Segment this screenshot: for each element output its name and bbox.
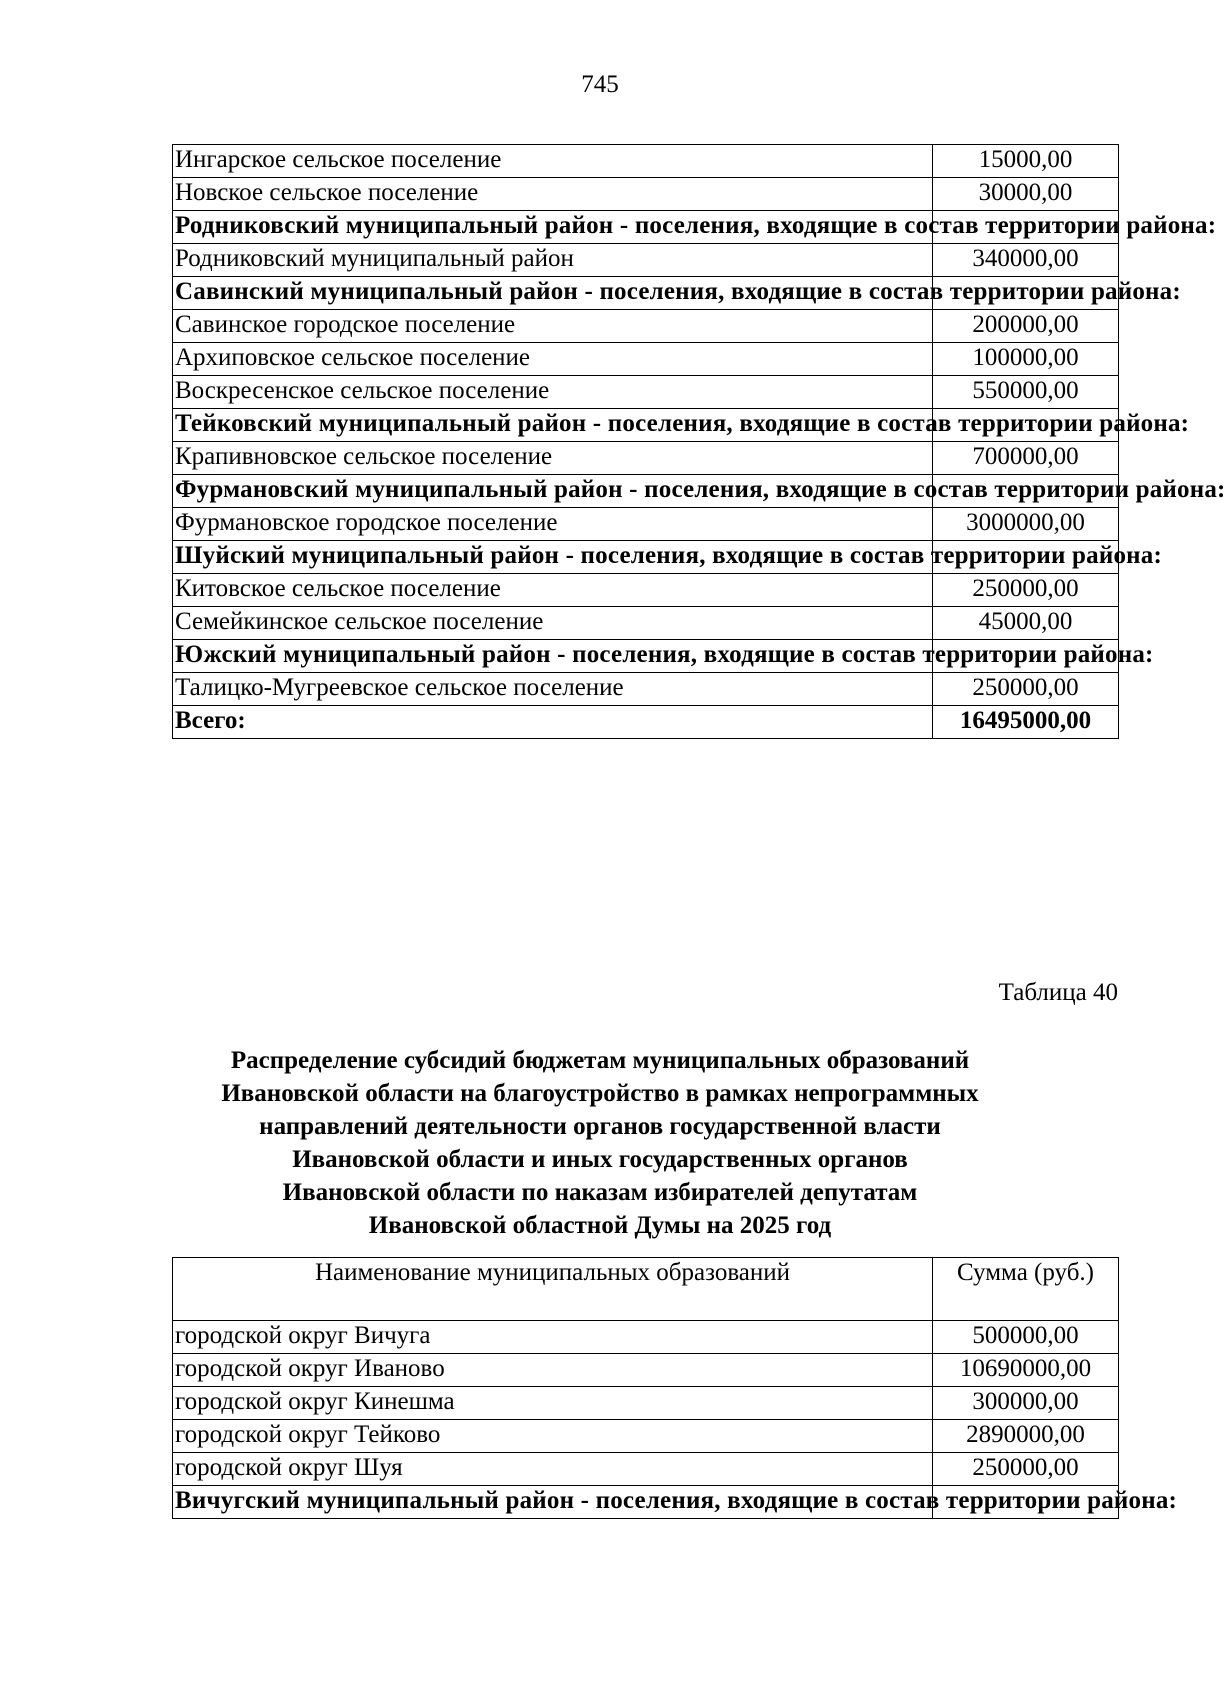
row-name: Савинское городское поселение [173, 310, 933, 343]
title-line: Ивановской области на благоустройство в рамках непрограммных [221, 1080, 979, 1107]
row-amount: 16495000,00 [933, 706, 1119, 739]
subsidy-distribution-table [172, 1257, 1178, 1519]
row-name: Родниковский муниципальный район [173, 244, 933, 277]
table-group-row [173, 277, 1119, 310]
table-row [173, 508, 1119, 541]
header-amount: Сумма (руб.) [933, 1258, 1119, 1321]
table-header-row [173, 1258, 1119, 1321]
title-line: Ивановской области и иных государственных органов [292, 1146, 908, 1173]
row-amount: 340000,00 [933, 244, 1119, 277]
row-name: Южский муниципальный район - поселения, входящие в состав территории района: [173, 640, 933, 673]
table-row [173, 607, 1119, 640]
row-name: городской округ Тейково [173, 1420, 933, 1453]
row-amount: 30000,00 [933, 178, 1119, 211]
row-name: Воскресенское сельское поселение [173, 376, 933, 409]
table-row [173, 343, 1119, 376]
row-name: Крапивновское сельское поселение [173, 442, 933, 475]
row-name: Фурмановский муниципальный район - поселения, входящие в состав территории района: [173, 475, 933, 508]
row-name: Ингарское сельское поселение [173, 145, 933, 178]
row-amount: 3000000,00 [933, 508, 1119, 541]
table-group-row [173, 1486, 1119, 1519]
row-name: городской округ Кинешма [173, 1387, 933, 1420]
table-group-row [173, 475, 1119, 508]
table-group-row [173, 541, 1119, 574]
row-name: Семейкинское сельское поселение [173, 607, 933, 640]
page-number: 745 [581, 71, 619, 98]
row-name: Вичугский муниципальный район - поселения, входящие в состав территории района: [173, 1486, 933, 1519]
row-name: городской округ Иваново [173, 1354, 933, 1387]
table-group-row [173, 640, 1119, 673]
table-row [173, 310, 1119, 343]
row-name: Новское сельское поселение [173, 178, 933, 211]
row-name: Китовское сельское поселение [173, 574, 933, 607]
table-row [173, 178, 1119, 211]
row-amount: 2890000,00 [933, 1420, 1119, 1453]
row-name: Тейковский муниципальный район - поселения, входящие в состав территории района: [173, 409, 933, 442]
row-name: Всего: [173, 706, 933, 739]
row-amount: 200000,00 [933, 310, 1119, 343]
table-row [173, 1453, 1119, 1486]
table-row [173, 1420, 1119, 1453]
table-group-row [173, 706, 1119, 739]
subsidy-table-continued-body [173, 145, 1226, 739]
row-amount: 700000,00 [933, 442, 1119, 475]
table-group-row [173, 211, 1119, 244]
row-amount: 15000,00 [933, 145, 1119, 178]
table-row [173, 442, 1119, 475]
row-amount: 45000,00 [933, 607, 1119, 640]
title-line: Ивановской области по наказам избирателей депутатам [282, 1179, 918, 1206]
row-name: Шуйский муниципальный район - поселения, входящие в состав территории района: [173, 541, 933, 574]
table-title [150, 1044, 1050, 1242]
table-row [173, 1387, 1119, 1420]
row-name: Савинский муниципальный район - поселения, входящие в состав территории района: [173, 277, 933, 310]
table-row [173, 145, 1119, 178]
row-amount: 550000,00 [933, 376, 1119, 409]
header-name: Наименование муниципальных образований [173, 1258, 933, 1321]
row-name: Фурмановское городское поселение [173, 508, 933, 541]
title-line: направлений деятельности органов государственной власти [259, 1113, 941, 1140]
table-row [173, 673, 1119, 706]
table-group-row [173, 409, 1119, 442]
row-name: городской округ Вичуга [173, 1321, 933, 1354]
row-name: Талицко-Мугреевское сельское поселение [173, 673, 933, 706]
title-line: Ивановской областной Думы на 2025 год [368, 1212, 832, 1239]
row-name: городской округ Шуя [173, 1453, 933, 1486]
row-name: Архиповское сельское поселение [173, 343, 933, 376]
row-amount: 100000,00 [933, 343, 1119, 376]
table-caption: Таблица 40 [998, 979, 1118, 1006]
row-name: Родниковский муниципальный район - поселения, входящие в состав территории района: [173, 211, 933, 244]
table-row [173, 574, 1119, 607]
table-row [173, 376, 1119, 409]
table-row [173, 1354, 1119, 1387]
subsidy-distribution-table-body [173, 1258, 1178, 1519]
table-row [173, 244, 1119, 277]
table-row [173, 1321, 1119, 1354]
row-amount: 500000,00 [933, 1321, 1119, 1354]
row-amount: 250000,00 [933, 574, 1119, 607]
subsidy-table-continued [172, 144, 1226, 739]
row-amount: 250000,00 [933, 673, 1119, 706]
row-amount: 10690000,00 [933, 1354, 1119, 1387]
row-amount: 300000,00 [933, 1387, 1119, 1420]
title-line: Распределение субсидий бюджетам муниципальных образований [230, 1047, 970, 1074]
row-amount: 250000,00 [933, 1453, 1119, 1486]
